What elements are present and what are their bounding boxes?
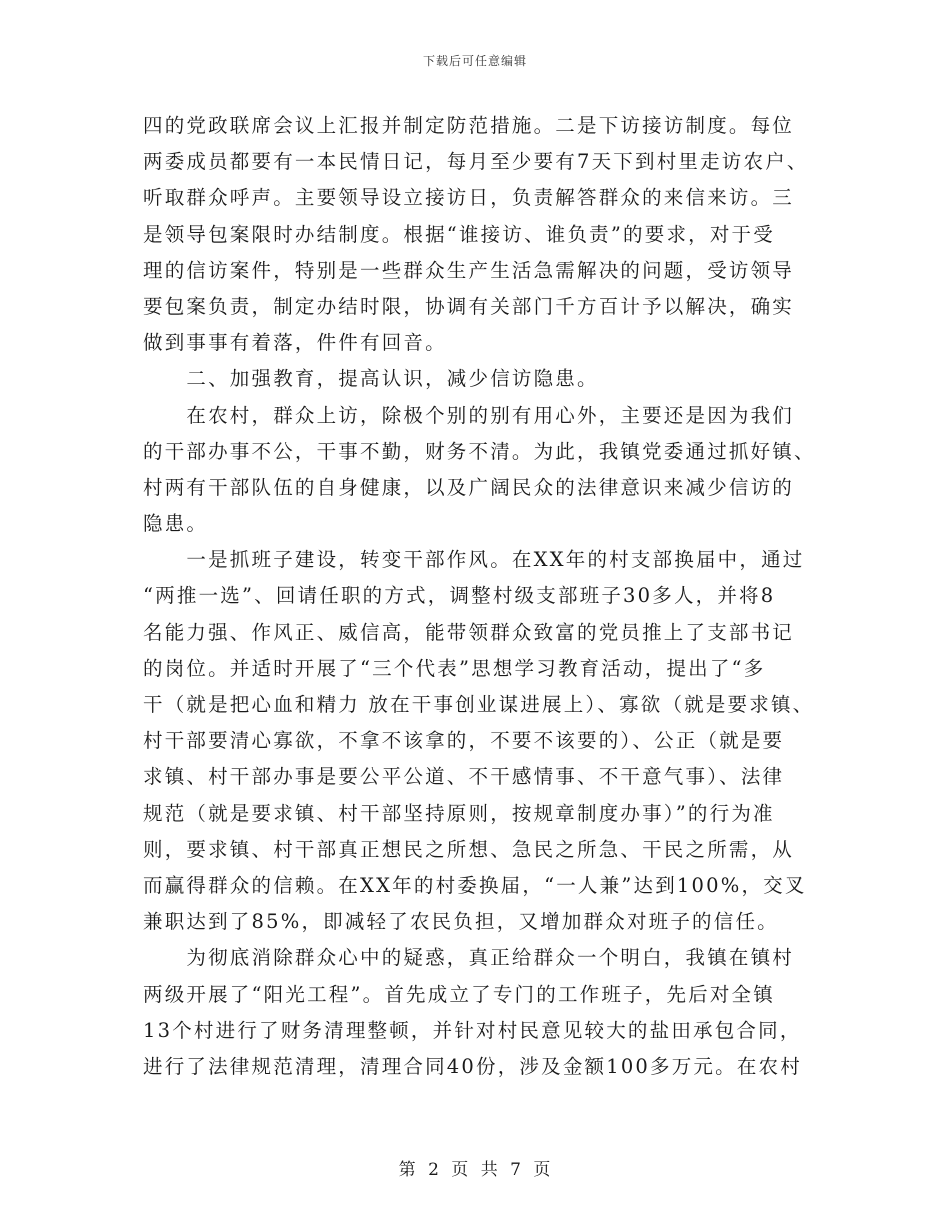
- text-line: 而赢得群众的信赖。在XX年的村委换届，“一人兼”达到100%，交叉: [143, 873, 807, 897]
- document-body: [143, 108, 816, 1085]
- text-line: 理的信访案件，特别是一些群众生产生活急需解决的问题，受访领导: [143, 258, 795, 282]
- text-line: 隐患。: [143, 512, 209, 536]
- text-line: 一是抓班子建设，转变干部作风。在XX年的村支部换届中，通过: [143, 548, 805, 572]
- text-line: 为彻底消除群众心中的疑惑，真正给群众一个明白，我镇在镇村: [143, 946, 795, 970]
- text-line: 四的党政联席会议上汇报并制定防范措施。二是下访接访制度。每位: [143, 114, 795, 137]
- text-line: 进行了法律规范清理，清理合同40份，涉及金额100多万元。在农村: [143, 1054, 802, 1078]
- text-line: 的岗位。并适时开展了“三个代表”思想学习教育活动，提出了“多: [143, 656, 766, 680]
- text-line: 的干部办事不公，干事不勤，财务不清。为此，我镇党委通过抓好镇、: [143, 439, 816, 463]
- page-number: 第 2 页 共 7 页: [398, 1160, 552, 1180]
- text-line: 两委成员都要有一本民情日记，每月至少要有7天下到村里走访农户、: [143, 150, 809, 174]
- text-line: 规范（就是要求镇、村干部坚持原则，按规章制度办事）”的行为准: [143, 801, 775, 825]
- text-line: 做到事事有着落，件件有回音。: [143, 331, 447, 355]
- text-line: 听取群众呼声。主要领导设立接访日，负责解答群众的来信来访。三: [143, 186, 795, 210]
- text-line: 13个村进行了财务清理整顿，并针对村民意见较大的盐田承包合同，: [143, 1018, 802, 1042]
- text-line: 村两有干部队伍的自身健康，以及广阔民众的法律意识来减少信访的: [143, 475, 795, 499]
- text-line: 则，要求镇、村干部真正想民之所想、急民之所急、干民之所需，从: [143, 837, 795, 861]
- section-heading: 二、加强教育，提高认识，减少信访隐患。: [143, 367, 599, 391]
- text-line: 干（就是把心血和精力 放在干事创业谋进展上）、寡欲（就是要求镇、: [143, 693, 815, 716]
- page-header: 下载后可任意编辑: [422, 54, 527, 68]
- text-line: 在农村，群众上访，除极个别的别有用心外，主要还是因为我们: [143, 403, 795, 427]
- text-line: 是领导包案限时办结制度。根据“谁接访、谁负责”的要求，对于受: [143, 222, 775, 246]
- text-line: 村干部要清心寡欲，不拿不该拿的，不要不该要的）、公正（就是要: [143, 729, 785, 753]
- text-line: 名能力强、作风正、威信高，能带领群众致富的党员推上了支部书记: [143, 620, 795, 644]
- text-line: 要包案负责，制定办结时限，协调有关部门千方百计予以解决，确实: [143, 294, 795, 318]
- text-line: “两推一选”、回请任职的方式，调整村级支部班子30多人，并将8: [143, 584, 776, 608]
- text-line: 求镇、村干部办事是要公平公道、不干感情事、不干意气事）、法律: [143, 765, 785, 789]
- text-line: 兼职达到了85%，即减轻了农民负担，又增加群众对班子的信任。: [143, 910, 779, 934]
- text-line: 两级开展了“阳光工程”。首先成立了专门的工作班子，先后对全镇: [143, 982, 775, 1006]
